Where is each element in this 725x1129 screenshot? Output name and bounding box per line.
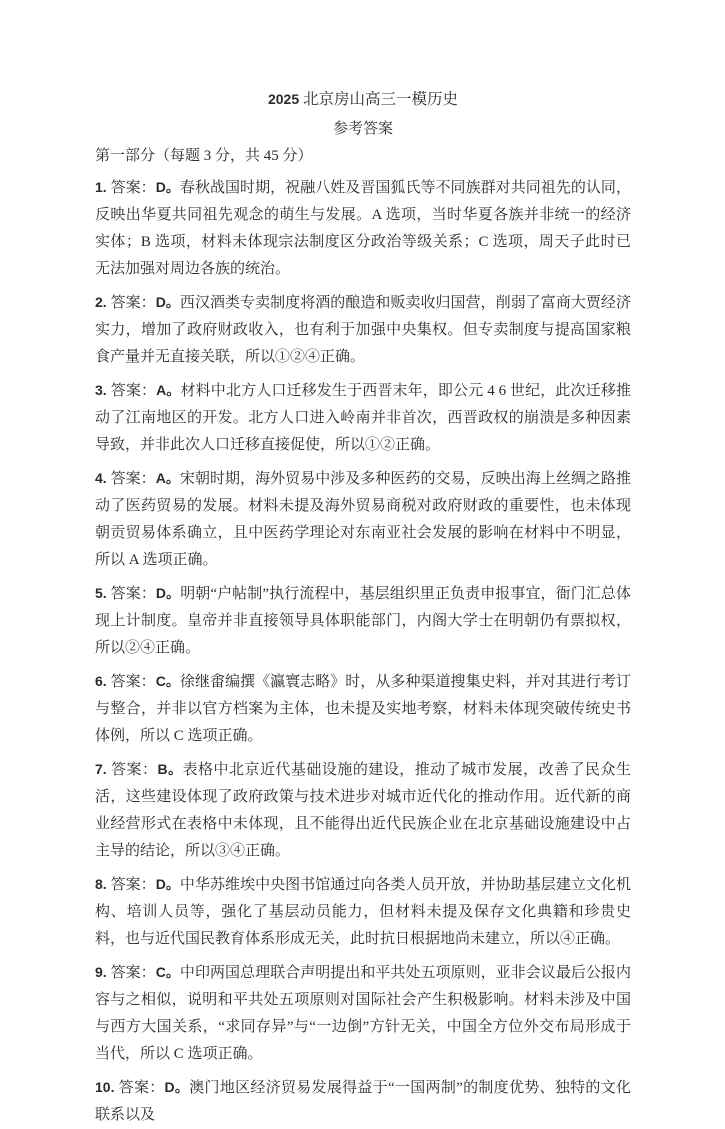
answer-choice: A。 xyxy=(156,382,181,398)
answer-explanation: 表格中北京近代基础设施的建设，推动了城市发展，改善了民众生活，这些建设体现了政府政策与技术进步对城市近代化的推动作用。近代新的商业经营形式在表格中未体现，且不能得出近代民族企业在北京基础设施建设中占主导的结论，所以③④正确。 xyxy=(95,762,631,859)
answer-item-7 xyxy=(95,756,631,865)
answer-number: 3. xyxy=(95,382,111,398)
page-title xyxy=(95,86,631,113)
answer-choice: B。 xyxy=(157,761,183,777)
answer-number: 10. xyxy=(95,1079,119,1095)
answer-label: 答案： xyxy=(110,471,156,487)
answer-label: 答案： xyxy=(110,295,156,311)
answer-number: 6. xyxy=(95,673,111,689)
answer-label: 答案： xyxy=(110,180,156,196)
answer-explanation: 中印两国总理联合声明提出和平共处五项原则，亚非会议最后公报内容与之相似，说明和平共处五项原则对国际社会产生积极影响。材料未涉及中国与西方大国关系，“求同存异”与“一边倒”方针无关，中国全方位外交布局形成于当代，所以 C 选项正确。 xyxy=(95,965,631,1062)
answer-label: 答案： xyxy=(110,586,156,602)
answer-number: 9. xyxy=(95,964,111,980)
answer-item-5 xyxy=(95,580,631,662)
answer-number: 5. xyxy=(95,585,111,601)
answer-item-9 xyxy=(95,959,631,1068)
answer-label: 答案： xyxy=(110,965,156,981)
answer-choice: D。 xyxy=(155,179,180,195)
answer-number: 7. xyxy=(95,761,112,777)
answer-explanation: 徐继畬编撰《瀛寰志略》时，从多种渠道搜集史料，并对其进行考订与整合，并非以官方档案为主体，也未提及实地考察，材料未体现突破传统史书体例，所以 C 选项正确。 xyxy=(95,674,631,744)
answer-choice: C。 xyxy=(155,673,180,689)
title-year: 2025 xyxy=(267,91,304,107)
answer-explanation: 澳门地区经济贸易发展得益于“一国两制”的制度优势、独特的文化联系以及 xyxy=(95,1080,631,1123)
answer-label: 答案： xyxy=(110,383,157,399)
answer-explanation: 西汉酒类专卖制度将酒的酿造和贩卖收归国营，削弱了富商大贾经济实力，增加了政府财政收入，也有利于加强中央集权。但专卖制度与提高国家粮食产量并无直接关联，所以①②④正确。 xyxy=(95,295,631,365)
answer-explanation: 明朝“户帖制”执行流程中，基层组织里正负责申报事宜，衙门汇总体现上计制度。皇帝并非直接领导具体职能部门，内阁大学士在明朝仍有票拟权，所以②④正确。 xyxy=(95,586,631,656)
answer-item-4 xyxy=(95,465,631,574)
answer-number: 8. xyxy=(95,876,111,892)
answer-label: 答案： xyxy=(118,1080,165,1096)
title-text: 北京房山高三一模历史 xyxy=(303,91,459,108)
answer-choice: D。 xyxy=(164,1079,190,1095)
answer-item-10 xyxy=(95,1074,631,1129)
answer-choice: D。 xyxy=(155,294,180,310)
answer-number: 2. xyxy=(95,294,111,310)
answer-number: 4. xyxy=(95,470,111,486)
answer-item-3 xyxy=(95,377,631,459)
answer-label: 答案： xyxy=(110,877,156,893)
answer-explanation: 宋朝时期，海外贸易中涉及多种医药的交易，反映出海上丝绸之路推动了医药贸易的发展。材料未提及海外贸易商税对政府财政的重要性，也未体现朝贡贸易体系确立，且中医药学理论对东南亚社会发展的影响在材料中不明显，所以 A 选项正确。 xyxy=(95,471,631,568)
answer-item-6 xyxy=(95,668,631,750)
answer-explanation: 材料中北方人口迁移发生于西晋末年，即公元 4 6 世纪，此次迁移推动了江南地区的开发。北方人口进入岭南并非首次，西晋政权的崩溃是多种因素导致，并非此次人口迁移直接促使，所以①②正确。 xyxy=(95,383,631,453)
section-heading: 第一部分（每题 3 分，共 45 分） xyxy=(95,148,313,164)
answer-label: 答案： xyxy=(110,674,156,690)
answer-choice: D。 xyxy=(155,585,181,601)
answer-number: 1. xyxy=(95,179,111,195)
answer-choice: C。 xyxy=(155,964,180,980)
answer-label: 答案： xyxy=(111,762,158,778)
answer-choice: D。 xyxy=(155,876,180,892)
answer-explanation: 春秋战国时期，祝融八姓及晋国狐氏等不同族群对共同祖先的认同，反映出华夏共同祖先观念的萌生与发展。A 选项，当时华夏各族并非统一的经济实体；B 选项，材料未体现宗法制度区分政治等级关系；C 选项，周天子此时已无法加强对周边各族的统治。 xyxy=(95,180,631,277)
page-subtitle: 参考答案 xyxy=(332,121,393,137)
answer-item-2 xyxy=(95,289,631,371)
answer-choice: A。 xyxy=(155,470,180,486)
answer-item-8 xyxy=(95,871,631,953)
answer-item-1 xyxy=(95,174,631,283)
answer-explanation: 中华苏维埃中央图书馆通过向各类人员开放，并协助基层建立文化机构、培训人员等，强化了基层动员能力，但材料未提及保存文化典籍和珍贵史料，也与近代国民教育体系形成无关，此时抗日根据地尚未建立，所以④正确。 xyxy=(95,877,631,947)
